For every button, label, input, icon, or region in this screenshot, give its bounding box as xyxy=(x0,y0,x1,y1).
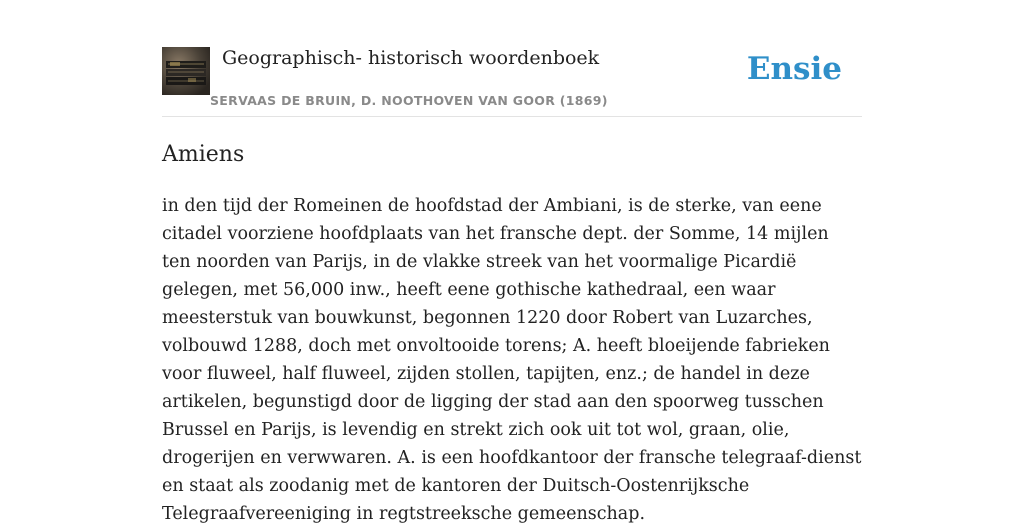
book-header xyxy=(162,0,862,117)
book-title[interactable]: Geographisch- historisch woordenboek xyxy=(222,47,600,69)
entry-body: in den tijd der Romeinen de hoofdstad der Ambiani, is de sterke, van eene citadel voorziene hoofdplaats van het fransche dept. der Somme, 14 mijlen ten noorden van Parijs, in de vlakke streek van het voormalige Picardië gelegen, met 56,000 inw., heeft eene gothische kathedraal, een waar meesterstuk van bouwkunst, begonnen 1220 door Robert van Luzarches, volbouwd 1288, doch met onvoltooide torens; A. heeft bloeijende fabrieken voor fluweel, half fluweel, zijden stollen, tapijten, enz.; de handel in deze artikelen, begunstigd door de ligging der stad aan den spoorweg tusschen Brussel en Parijs, is levendig en strekt zich ook uit tot wol, graan, olie, drogerijen en verwwaren. A. is een hoofdkantoor der fransche telegraaf-dienst en staat als zoodanig met de kantoren der Duitsch-Oostenrijksche Telegraafvereeniging in regtstreeksche gemeenschap. xyxy=(162,196,862,524)
book-cover-thumbnail-icon[interactable] xyxy=(162,47,210,95)
entry-title: Amiens xyxy=(162,142,245,167)
book-authors: SERVAAS DE BRUIN, D. NOOTHOVEN VAN GOOR (1869) xyxy=(210,93,608,108)
ensie-logo[interactable]: Ensie xyxy=(746,51,842,87)
